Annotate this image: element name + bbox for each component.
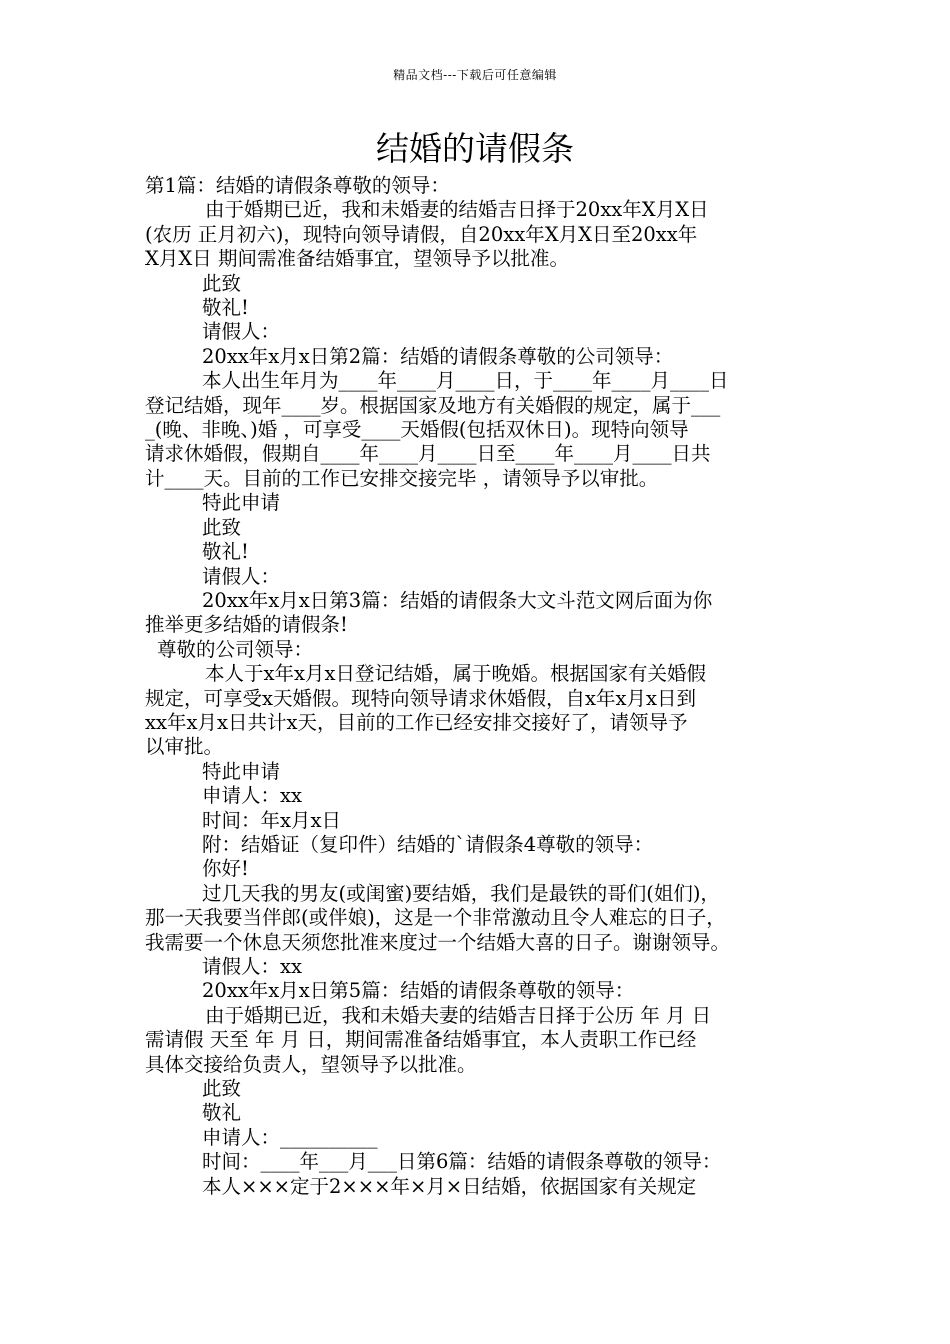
text-line: 特此申请 [202,759,281,783]
text-line: 本人出生年月为____年____月____日，于____年____月____日 [202,369,729,393]
text-line: 你好! [202,857,249,881]
text-line: 申请人：xx [202,784,302,808]
text-line: 过几天我的男友(或闺蜜)要结婚，我们是最铁的哥们(姐们)， [202,881,720,905]
text-line: 申请人：__________ [202,1125,378,1149]
text-line: 请假人： [202,320,281,344]
text-line: 敬礼 [202,1101,242,1125]
text-line: 计____天。目前的工作已安排交接完毕 ，请领导予以审批。 [145,466,659,490]
text-line: 此致 [202,515,242,539]
text-line: 此致 [202,1077,242,1101]
text-line: 规定，可享受x天婚假。现特向领导请求休婚假，自x年x月x日到 [145,686,696,710]
text-line: 特此申请 [202,491,281,515]
text-line: 推举更多结婚的请假条! [145,613,348,637]
text-line: 请假人：xx [202,955,302,978]
text-line: 由于婚期已近，我和未婚夫妻的结婚吉日择于公历 年 月 日 [205,1003,712,1027]
document-title: 结婚的请假条 [376,129,574,168]
text-line: 20xx年x月x日第3篇：结婚的请假条大文斗范文网后面为你 [202,588,713,612]
text-line: 登记结婚，现年____岁。根据国家及地方有关婚假的规定，属于___ [145,393,721,417]
text-line: 本人×××定于2×××年×月×日结婚，依据国家有关规定 [202,1174,697,1198]
text-line: 敬礼! [202,540,249,564]
text-line: X月X日 期间需准备结婚事宜，望领导予以批准。 [145,247,569,271]
text-line: 此致 [202,271,242,295]
text-line: 20xx年x月x日第2篇：结婚的请假条尊敬的公司领导： [202,344,674,368]
text-line: 以审批。 [145,735,224,759]
text-line: _(晚、非晚、)婚 ，可享受____天婚假(包括双休日)。现特向领导 [145,418,689,442]
text-line: xx年x月x日共计x天，目前的工作已经安排交接好了，请领导予 [145,710,688,734]
text-line: 由于婚期已近，我和未婚妻的结婚吉日择于20xx年X月X日 [205,198,709,222]
text-line: 敬礼! [202,296,249,320]
text-line: 时间：____年___月___日第6篇：结婚的请假条尊敬的领导： [202,1150,722,1174]
text-line: 那一天我要当伴郎(或伴娘)，这是一个非常激动且令人难忘的日子， [145,906,726,930]
page-header: 精品文档---下载后可任意编辑 [393,68,557,82]
text-line: 本人于x年x月x日登记结婚，属于晚婚。根据国家有关婚假 [205,662,706,686]
text-line: 具体交接给负责人，望领导予以批准。 [145,1052,477,1076]
text-line: 请假人： [202,564,281,588]
document-body [145,174,813,1199]
text-line: 附：结婚证（复印件）结婚的`请假条4尊敬的领导： [202,832,654,856]
text-line: 尊敬的公司领导： [157,637,314,661]
text-line: 20xx年x月x日第5篇：结婚的请假条尊敬的领导： [202,979,635,1003]
text-line: 时间：年x月x日 [202,808,341,832]
text-line: 请求休婚假，假期自____年____月____日至____年____月____日共 [145,442,711,466]
text-line: (农历 正月初六)，现特向领导请假，自20xx年X月X日至20xx年 [145,222,698,246]
text-line: 第1篇：结婚的请假条尊敬的领导： [145,174,450,197]
text-line: 需请假 天至 年 月 日，期间需准备结婚事宜，本人责职工作已经 [145,1028,697,1052]
text-line: 我需要一个休息天须您批准来度过一个结婚大喜的日子。谢谢领导。 [145,930,731,954]
